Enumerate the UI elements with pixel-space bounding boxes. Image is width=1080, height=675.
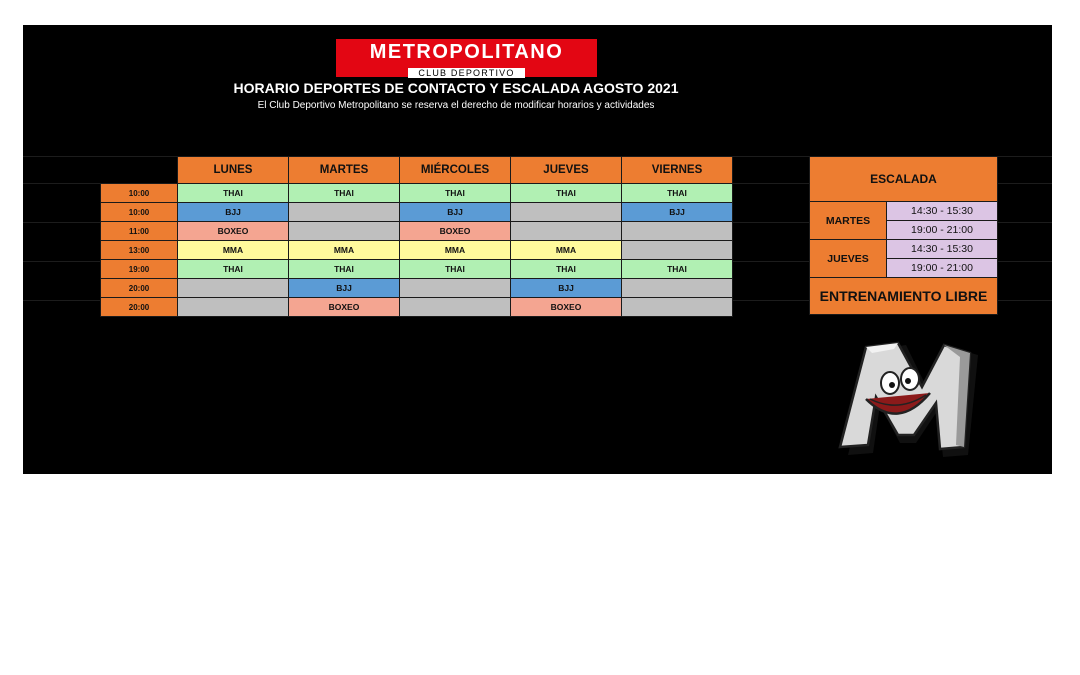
time-cell: 20:00 (101, 279, 178, 298)
activity-cell: THAI (178, 184, 289, 203)
activity-cell: THAI (511, 260, 622, 279)
time-cell: 20:00 (101, 298, 178, 317)
time-cell: 13:00 (101, 241, 178, 260)
empty-cell (622, 241, 733, 260)
empty-cell (511, 203, 622, 222)
activity-cell: BJJ (178, 203, 289, 222)
activity-cell: BOXEO (178, 222, 289, 241)
activity-cell: BOXEO (400, 222, 511, 241)
climbing-slot: 14:30 - 15:30 (887, 202, 998, 221)
activity-cell: BJJ (511, 279, 622, 298)
time-cell: 10:00 (101, 203, 178, 222)
climbing-slot: 19:00 - 21:00 (887, 221, 998, 240)
logo-name: METROPOLITANO (369, 41, 564, 63)
climbing-day: JUEVES (810, 240, 887, 278)
empty-cell (622, 222, 733, 241)
club-logo (336, 39, 597, 77)
page-title: HORARIO DEPORTES DE CONTACTO Y ESCALADA AGOSTO 2021 (233, 80, 679, 96)
climbing-row (810, 202, 998, 221)
day-header: MARTES (289, 157, 400, 184)
activity-cell: MMA (289, 241, 400, 260)
activity-cell: THAI (511, 184, 622, 203)
activity-cell: THAI (289, 260, 400, 279)
climbing-slot: 19:00 - 21:00 (887, 259, 998, 278)
day-header: VIERNES (622, 157, 733, 184)
empty-cell (289, 203, 400, 222)
schedule-row (101, 298, 733, 317)
activity-cell: BOXEO (289, 298, 400, 317)
schedule-sheet (23, 25, 1052, 474)
activity-cell: THAI (289, 184, 400, 203)
page-subtitle: El Club Deportivo Metropolitano se reserva el derecho de modificar horarios y actividades (257, 100, 655, 111)
time-cell: 11:00 (101, 222, 178, 241)
empty-cell (622, 279, 733, 298)
day-header: JUEVES (511, 157, 622, 184)
empty-cell (400, 298, 511, 317)
empty-cell (400, 279, 511, 298)
empty-cell (511, 222, 622, 241)
climbing-table (809, 156, 998, 315)
schedule-table (100, 156, 733, 317)
schedule-row (101, 279, 733, 298)
activity-cell: MMA (511, 241, 622, 260)
climbing-day: MARTES (810, 202, 887, 240)
climbing-header-row (810, 157, 998, 202)
empty-cell (178, 279, 289, 298)
activity-cell: THAI (400, 260, 511, 279)
activity-cell: BJJ (622, 203, 733, 222)
activity-cell: MMA (178, 241, 289, 260)
activity-cell: THAI (178, 260, 289, 279)
activity-cell: BJJ (289, 279, 400, 298)
corner-cell (101, 157, 178, 184)
empty-cell (622, 298, 733, 317)
day-header: MIÉRCOLES (400, 157, 511, 184)
activity-cell: THAI (622, 184, 733, 203)
schedule-row (101, 184, 733, 203)
time-cell: 19:00 (101, 260, 178, 279)
day-header: LUNES (178, 157, 289, 184)
schedule-row (101, 260, 733, 279)
day-header-row (101, 157, 733, 184)
time-cell: 10:00 (101, 184, 178, 203)
activity-cell: THAI (622, 260, 733, 279)
mascot-m-icon (818, 335, 986, 465)
climbing-slot: 14:30 - 15:30 (887, 240, 998, 259)
free-training-label: ENTRENAMIENTO LIBRE (810, 278, 998, 315)
free-training-row (810, 278, 998, 315)
empty-cell (178, 298, 289, 317)
schedule-row (101, 241, 733, 260)
schedule-row (101, 203, 733, 222)
activity-cell: MMA (400, 241, 511, 260)
climbing-row (810, 240, 998, 259)
logo-subtitle: CLUB DEPORTIVO (408, 68, 524, 78)
activity-cell: BOXEO (511, 298, 622, 317)
activity-cell: THAI (400, 184, 511, 203)
schedule-row (101, 222, 733, 241)
activity-cell: BJJ (400, 203, 511, 222)
empty-cell (289, 222, 400, 241)
climbing-title: ESCALADA (810, 157, 998, 202)
